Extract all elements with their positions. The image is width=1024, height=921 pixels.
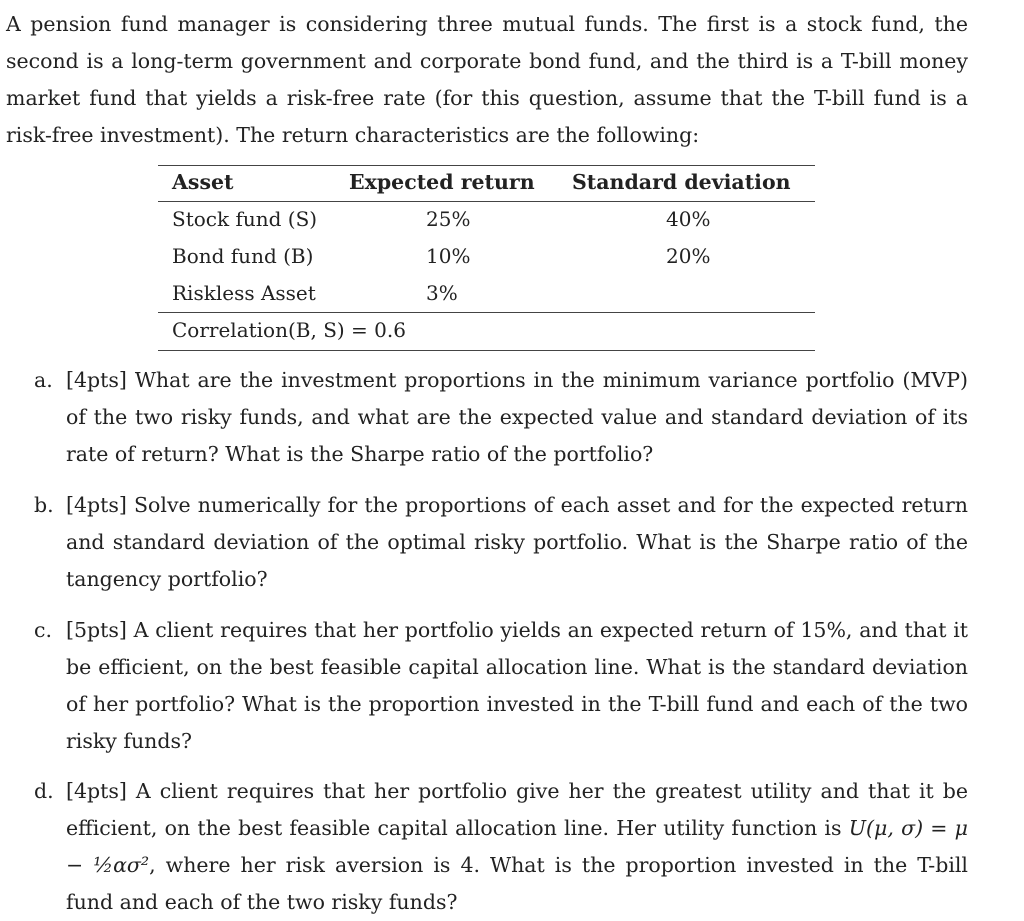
- question-d-label: d.: [34, 779, 54, 803]
- row-stock-asset: Stock fund (S): [172, 207, 318, 231]
- question-d-text: [66, 773, 968, 921]
- row-bond-asset: Bond fund (B): [172, 244, 314, 268]
- problem-intro: A pension fund manager is considering three mutual funds. The first is a stock fund, the second is a long-term government and corporate bond fund, and the third is a T-bill money market fund that yields a risk-free rate (for this question, assume that the T-bill fund is a risk-free investment). The return characteristics are the following:: [6, 12, 968, 147]
- row-stock-sd: 40%: [666, 207, 711, 231]
- row-stock-expected: 25%: [426, 207, 471, 231]
- row-riskless-asset: Riskless Asset: [172, 281, 316, 305]
- header-asset: Asset: [172, 170, 234, 194]
- utility-formula: U(μ, σ) = μ − ½ασ²: [66, 816, 969, 877]
- question-a-text: [4pts] What are the investment proportions in the minimum variance portfolio (MVP) of the two risky funds, and what are the expected value and standard deviation of its rate of return? What is the Sharpe ratio of the portfolio?: [66, 368, 968, 466]
- header-standard-deviation: Standard deviation: [572, 170, 791, 194]
- question-b: [34, 487, 968, 598]
- row-riskless-expected: 3%: [426, 281, 458, 305]
- table-correlation-rule: [158, 312, 815, 313]
- header-expected-return: Expected return: [349, 170, 535, 194]
- question-a: [34, 362, 968, 473]
- question-a-label: a.: [34, 368, 53, 392]
- table-bottom-rule: [158, 350, 815, 351]
- question-c: [34, 612, 968, 760]
- question-c-label: c.: [34, 618, 52, 642]
- correlation-value: Correlation(B, S) = 0.6: [172, 318, 406, 342]
- table-top-rule: [158, 165, 815, 166]
- question-b-label: b.: [34, 493, 54, 517]
- question-d-text-post: , where her risk aversion is 4. What is the proportion invested in the T-bill fund and each of the two risky funds?: [66, 853, 968, 914]
- row-bond-sd: 20%: [666, 244, 711, 268]
- question-d-text-pre: [4pts] A client requires that her portfolio give her the greatest utility and that it be efficient, on the best feasible capital allocation line. Her utility function is: [66, 779, 968, 840]
- question-d: [34, 773, 968, 921]
- question-c-text: [5pts] A client requires that her portfolio yields an expected return of 15%, and that it be efficient, on the best feasible capital allocation line. What is the standard deviation of her portfolio? What is the proportion invested in the T-bill fund and each of the two risky funds?: [66, 618, 968, 753]
- question-b-text: [4pts] Solve numerically for the proportions of each asset and for the expected return and standard deviation of the optimal risky portfolio. What is the Sharpe ratio of the tangency portfolio?: [66, 493, 968, 591]
- table-header-rule: [158, 201, 815, 202]
- row-bond-expected: 10%: [426, 244, 471, 268]
